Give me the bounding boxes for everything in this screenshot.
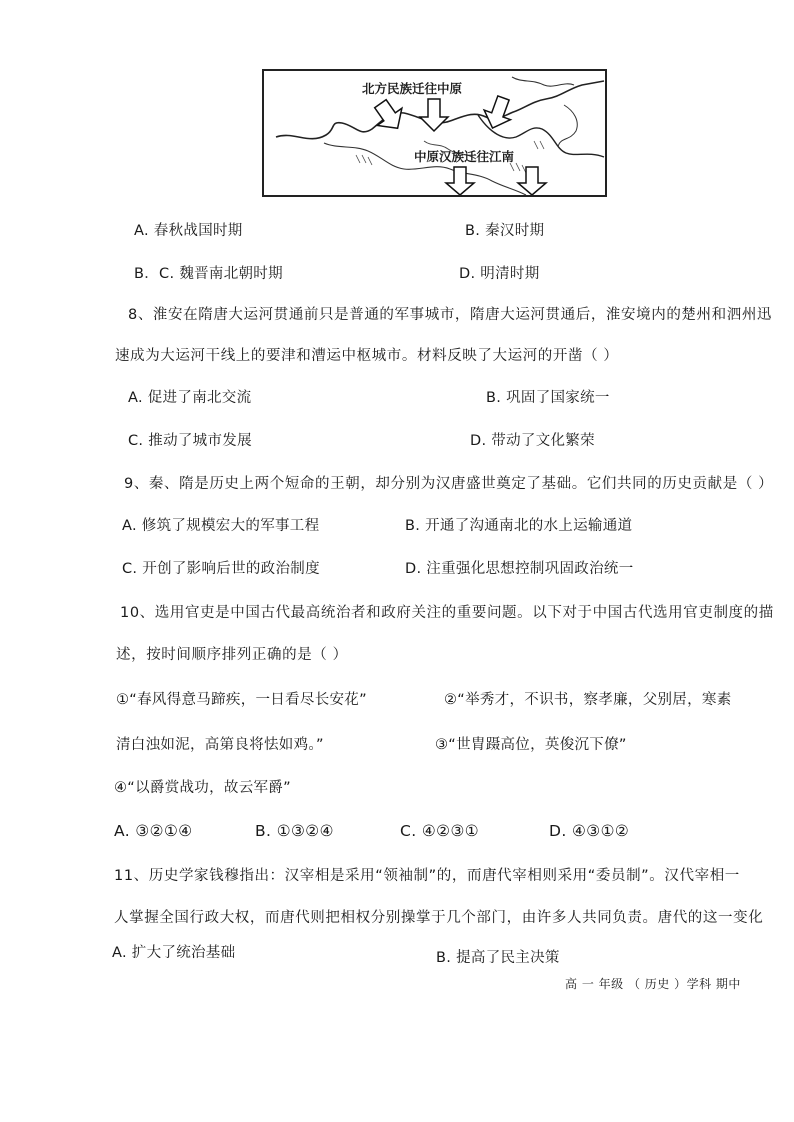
option-text: 扩大了统治基础: [131, 945, 236, 961]
q10-item-4: ④“以爵赏战功，故云军爵”: [114, 780, 291, 796]
page-footer: 高 一 年级 （ 历史 ）学科 期中: [565, 977, 741, 991]
q11-option-a[interactable]: [112, 941, 235, 962]
option-label: B.: [405, 518, 421, 534]
q9-option-d[interactable]: [405, 557, 634, 578]
option-text: 秦汉时期: [485, 223, 545, 239]
q10-item-3: ③“世胄蹑高位，英俊沉下僚”: [435, 737, 627, 753]
option-text: 春秋战国时期: [153, 223, 243, 239]
option-label: D.: [549, 822, 567, 840]
option-text: ④③①②: [572, 822, 630, 840]
option-label: C.: [400, 822, 417, 840]
q8-option-b[interactable]: [486, 386, 610, 407]
q8-option-d[interactable]: [470, 429, 595, 450]
option-text: ③②①④: [135, 822, 193, 840]
q10-item-2-cont: 清白浊如泥，高第良将怯如鸡。”: [116, 737, 324, 753]
option-text: ④②③①: [421, 822, 480, 840]
option-label: A.: [114, 822, 131, 840]
q9-stem: 9、秦、隋是历史上两个短命的王朝，却分别为汉唐盛世奠定了基础。它们共同的历史贡献是（ ）: [124, 476, 774, 492]
q10-option-c[interactable]: [400, 822, 479, 840]
option-label: D.: [470, 433, 487, 449]
q10-item-1: ①“春风得意马蹄疾，一日看尽长安花”: [116, 692, 367, 708]
option-text: 推动了城市发展: [148, 433, 252, 449]
option-text: 开创了影响后世的政治制度: [142, 561, 320, 577]
arrow-south-migration: [446, 167, 546, 195]
option-text: 促进了南北交流: [147, 390, 252, 406]
option-label: B．C.: [134, 266, 175, 282]
q10-item-2: ②“举秀才，不识书，察孝廉，父别居，寒素: [444, 692, 732, 708]
option-label: A.: [122, 518, 137, 534]
option-label: A.: [134, 223, 149, 239]
arrow-north-migration: [368, 93, 517, 137]
option-label: D.: [405, 561, 422, 577]
option-label: B.: [465, 223, 481, 239]
q11-stem-line1: 11、历史学家钱穆指出：汉宰相是采用“领袖制”的，而唐代宰相则采用“委员制”。汉代宰相一: [114, 868, 740, 884]
option-text: 明清时期: [480, 266, 540, 282]
q8-stem-line2: 速成为大运河干线上的要津和漕运中枢城市。材料反映了大运河的开凿（ ）: [115, 348, 619, 364]
option-label: C.: [122, 561, 138, 577]
option-text: 开通了沟通南北的水上运输通道: [425, 518, 633, 534]
option-label: A.: [112, 945, 127, 961]
option-text: 巩固了国家统一: [506, 390, 610, 406]
q7-option-c[interactable]: [134, 262, 283, 283]
option-label: A.: [128, 390, 143, 406]
q7-option-a[interactable]: [134, 219, 243, 240]
q8-stem-line1: 8、淮安在隋唐大运河贯通前只是普通的军事城市，隋唐大运河贯通后，淮安境内的楚州和泗州迅: [128, 307, 773, 323]
q9-option-b[interactable]: [405, 514, 632, 535]
q10-option-a[interactable]: [114, 822, 193, 840]
q10-option-b[interactable]: [255, 822, 334, 840]
option-text: ①③②④: [276, 822, 334, 840]
map-caption-south: 中原汉族迁往江南: [414, 149, 515, 164]
option-label: B.: [436, 950, 452, 966]
option-text: 注重强化思想控制巩固政治统一: [426, 561, 634, 577]
option-text: 提高了民主决策: [456, 950, 560, 966]
q7-option-b[interactable]: [465, 219, 544, 240]
option-label: D.: [459, 266, 476, 282]
option-label: B.: [255, 822, 272, 840]
q10-stem-line1: 10、选用官吏是中国古代最高统治者和政府关注的重要问题。以下对于中国古代选用官吏制度的描: [120, 605, 774, 621]
option-label: C.: [128, 433, 144, 449]
q8-option-a[interactable]: [128, 386, 251, 407]
q11-option-b[interactable]: [436, 946, 560, 967]
q9-option-c[interactable]: [122, 557, 320, 578]
q9-option-a[interactable]: [122, 514, 319, 535]
q10-stem-line2: 述，按时间顺序排列正确的是（ ）: [116, 647, 348, 663]
map-caption-north: 北方民族迁往中原: [362, 81, 463, 96]
option-text: 魏晋南北朝时期: [179, 266, 283, 282]
option-text: 带动了文化繁荣: [491, 433, 595, 449]
option-label: B.: [486, 390, 502, 406]
q7-option-d[interactable]: [459, 262, 540, 283]
q8-option-c[interactable]: [128, 429, 252, 450]
q11-stem-line2: 人掌握全国行政大权，而唐代则把相权分别操掌于几个部门，由许多人共同负责。唐代的这一变化: [114, 910, 764, 926]
migration-map: [262, 69, 607, 197]
option-text: 修筑了规模宏大的军事工程: [141, 518, 320, 534]
q10-option-d[interactable]: [549, 822, 629, 840]
